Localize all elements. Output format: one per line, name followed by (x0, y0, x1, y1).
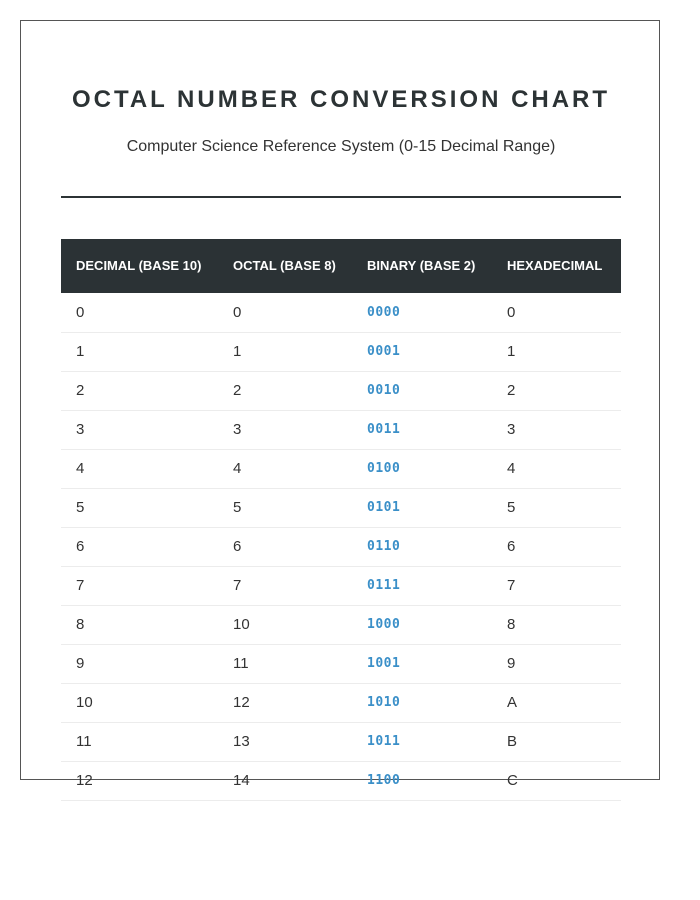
binary-cell: 1010 (352, 683, 492, 722)
hex-cell: 1 (492, 332, 621, 371)
table-header-row (61, 239, 621, 293)
octal-cell: 2 (218, 371, 352, 410)
binary-cell: 0000 (352, 293, 492, 332)
hex-cell: 9 (492, 644, 621, 683)
table-row (61, 371, 621, 410)
binary-cell: 1100 (352, 761, 492, 800)
table-row (61, 683, 621, 722)
octal-cell: 10 (218, 605, 352, 644)
binary-cell: 0111 (352, 566, 492, 605)
table-row (61, 527, 621, 566)
decimal-cell: 10 (61, 683, 218, 722)
hex-cell: 2 (492, 371, 621, 410)
binary-cell: 0010 (352, 371, 492, 410)
decimal-cell: 2 (61, 371, 218, 410)
hex-cell: 5 (492, 488, 621, 527)
decimal-cell: 1 (61, 332, 218, 371)
table-row (61, 332, 621, 371)
hex-cell: 0 (492, 293, 621, 332)
octal-cell: 14 (218, 761, 352, 800)
hex-cell: 3 (492, 410, 621, 449)
column-header-decimal: DECIMAL (BASE 10) (76, 258, 202, 273)
decimal-cell: 12 (61, 761, 218, 800)
octal-cell: 13 (218, 722, 352, 761)
octal-cell: 3 (218, 410, 352, 449)
binary-cell: 1000 (352, 605, 492, 644)
hex-cell: 7 (492, 566, 621, 605)
hex-cell: 8 (492, 605, 621, 644)
column-header-binary: BINARY (BASE 2) (367, 258, 476, 273)
decimal-cell: 4 (61, 449, 218, 488)
table-row (61, 761, 621, 800)
octal-cell: 7 (218, 566, 352, 605)
binary-cell: 0001 (352, 332, 492, 371)
binary-cell: 0101 (352, 488, 492, 527)
decimal-cell: 0 (61, 293, 218, 332)
table-body (61, 293, 621, 800)
binary-cell: 1001 (352, 644, 492, 683)
decimal-cell: 9 (61, 644, 218, 683)
table-row (61, 644, 621, 683)
octal-cell: 4 (218, 449, 352, 488)
table-row (61, 449, 621, 488)
octal-cell: 5 (218, 488, 352, 527)
binary-cell: 0100 (352, 449, 492, 488)
octal-cell: 12 (218, 683, 352, 722)
hex-cell: C (492, 761, 621, 800)
octal-cell: 0 (218, 293, 352, 332)
table-row (61, 722, 621, 761)
table-row (61, 293, 621, 332)
title-divider (61, 196, 621, 198)
column-header-octal: OCTAL (BASE 8) (233, 258, 336, 273)
decimal-cell: 3 (61, 410, 218, 449)
binary-cell: 0110 (352, 527, 492, 566)
table-row (61, 410, 621, 449)
decimal-cell: 6 (61, 527, 218, 566)
binary-cell: 0011 (352, 410, 492, 449)
decimal-cell: 7 (61, 566, 218, 605)
hex-cell: 4 (492, 449, 621, 488)
column-header-hexadecimal: HEXADECIMAL (507, 258, 603, 273)
page-subtitle: Computer Science Reference System (0-15 Decimal Range) (126, 138, 556, 155)
decimal-cell: 5 (61, 488, 218, 527)
hex-cell: 6 (492, 527, 621, 566)
hex-cell: B (492, 722, 621, 761)
table-row (61, 488, 621, 527)
table-header (61, 239, 621, 293)
octal-cell: 6 (218, 527, 352, 566)
conversion-table (61, 239, 621, 801)
hex-cell: A (492, 683, 621, 722)
octal-cell: 11 (218, 644, 352, 683)
decimal-cell: 8 (61, 605, 218, 644)
binary-cell: 1011 (352, 722, 492, 761)
octal-cell: 1 (218, 332, 352, 371)
decimal-cell: 11 (61, 722, 218, 761)
page-title: OCTAL NUMBER CONVERSION CHART (71, 86, 611, 113)
table-row (61, 605, 621, 644)
table-row (61, 566, 621, 605)
